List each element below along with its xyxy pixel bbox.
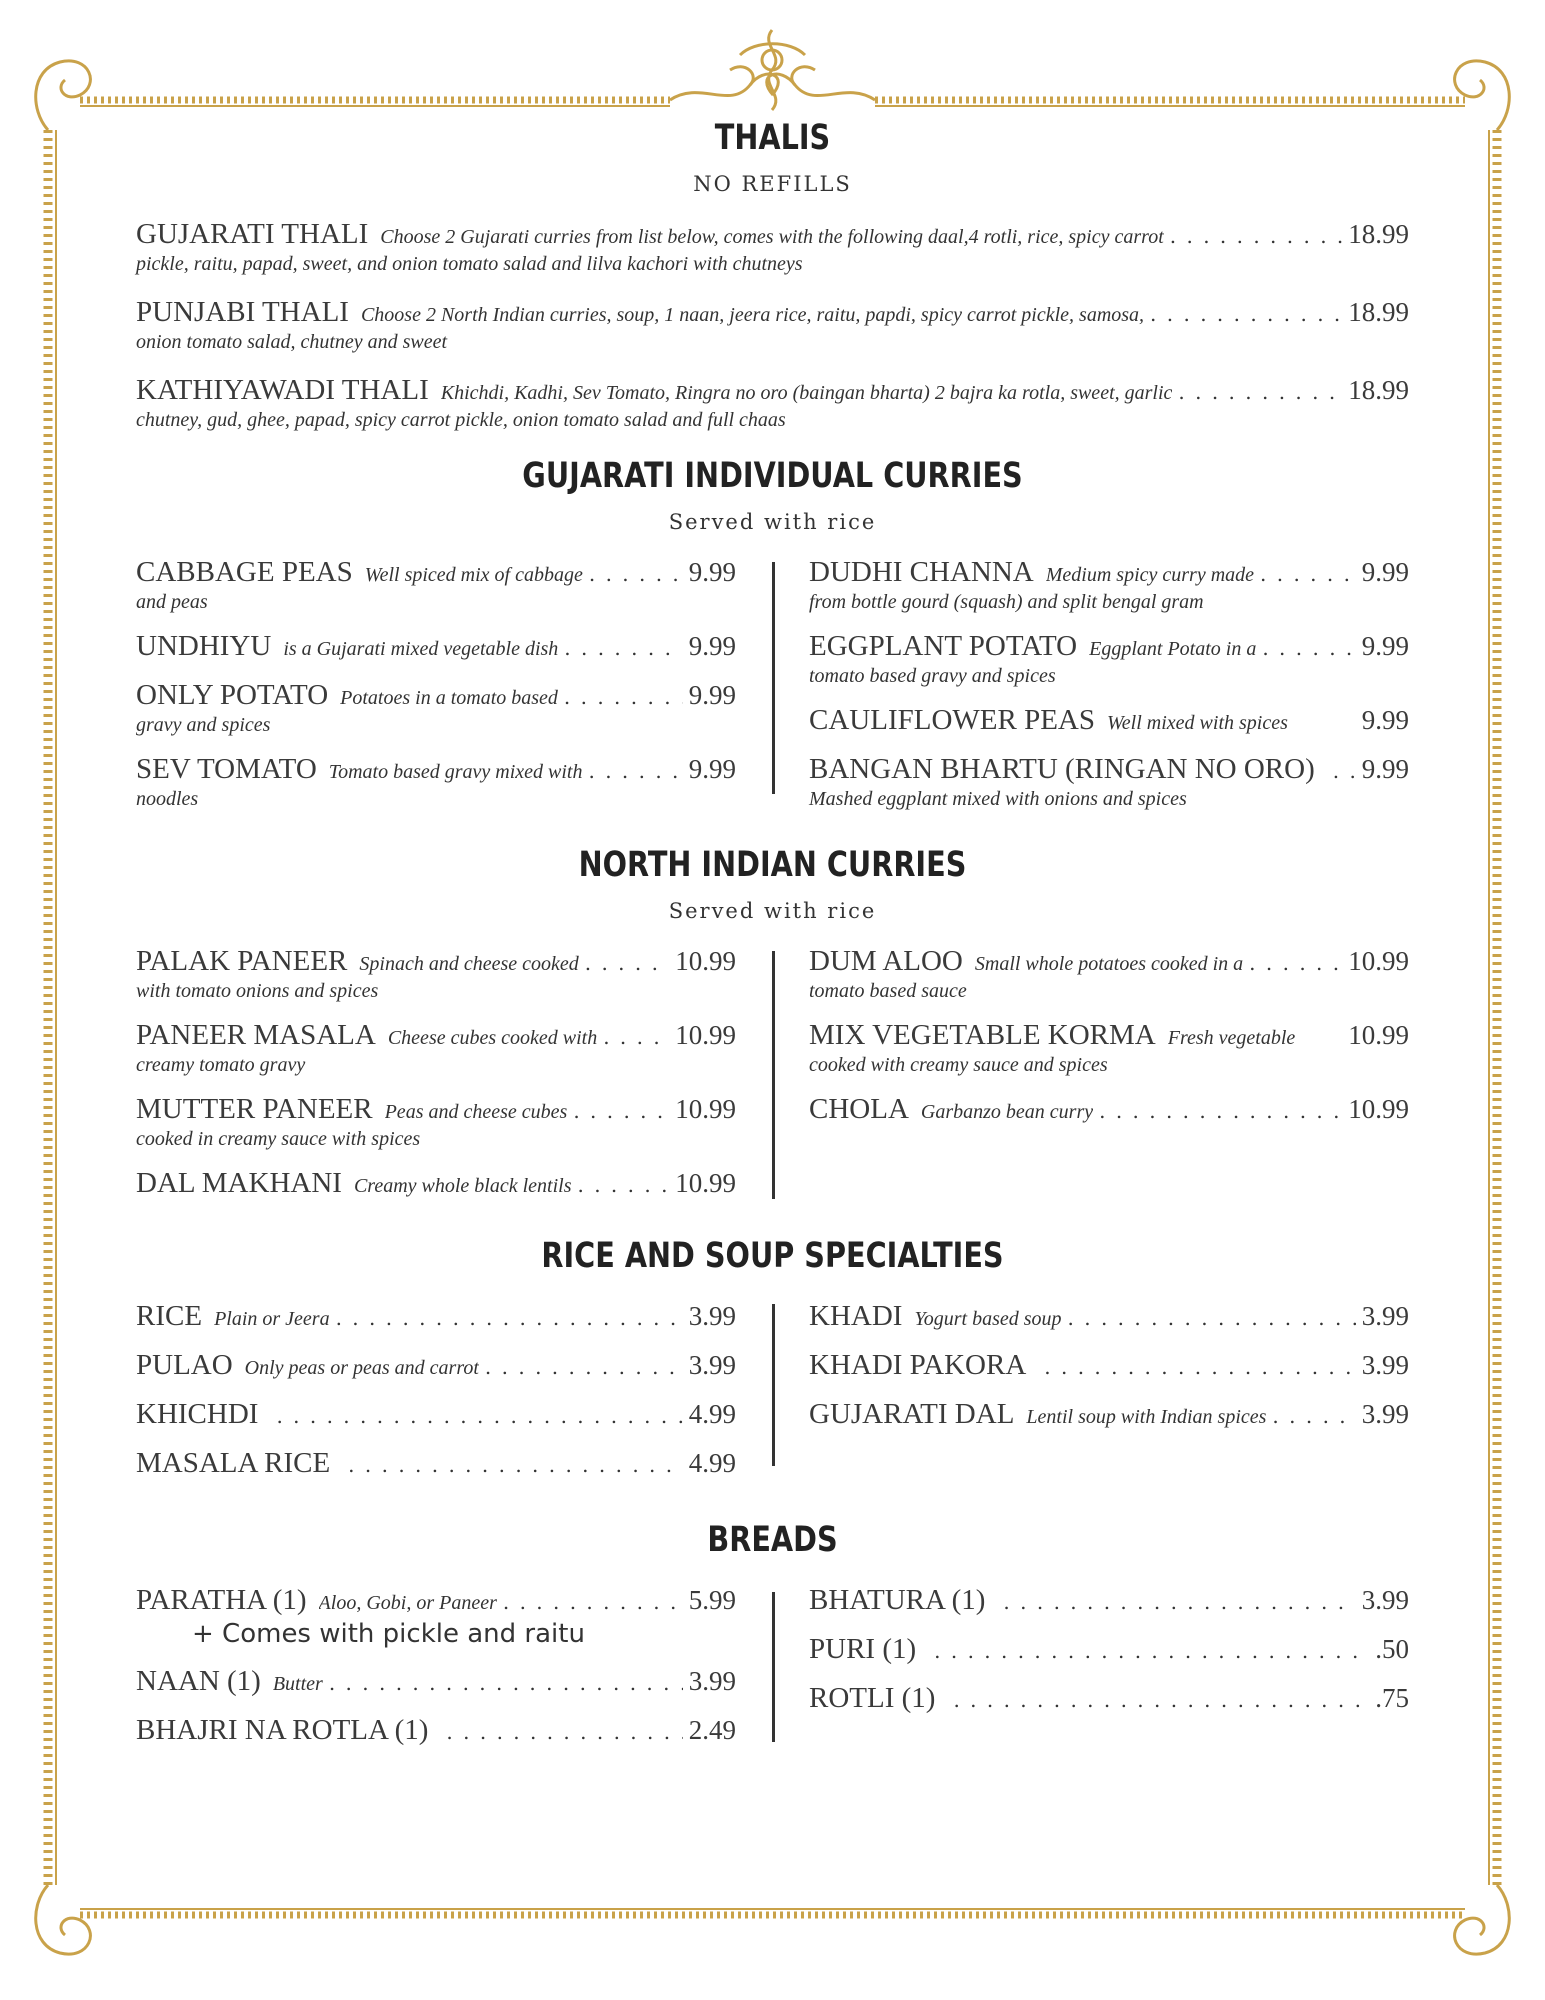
right-column — [809, 556, 1409, 827]
item-desc: Creamy whole black lentils — [353, 1175, 572, 1197]
section-subtitle: Served with rice — [668, 899, 877, 923]
item-price: 9.99 — [688, 631, 736, 661]
item-name: MASALA RICE — [136, 1447, 331, 1479]
menu-item — [136, 556, 736, 614]
item-price: 5.99 — [688, 1585, 736, 1615]
item-price: 10.99 — [675, 946, 736, 976]
column-divider — [772, 951, 775, 1199]
item-price: 10.99 — [1348, 946, 1409, 976]
item-name: UNDHIYU — [136, 630, 272, 662]
item-name: GUJARATI DAL — [809, 1398, 1015, 1430]
item-name: PURI (1) — [809, 1633, 917, 1665]
item-name: PALAK PANEER — [136, 945, 348, 977]
item-desc-cont: cooked in creamy sauce with spices — [136, 1128, 421, 1150]
menu-item — [809, 1019, 1409, 1077]
menu-item — [809, 1633, 1409, 1666]
item-desc: Well spiced mix of cabbage — [364, 564, 583, 586]
item-price: 10.99 — [675, 1020, 736, 1050]
item-price: 10.99 — [1348, 1094, 1409, 1124]
item-desc: is a Gujarati mixed vegetable dish — [283, 638, 559, 660]
item-price: 3.99 — [1361, 1301, 1409, 1331]
item-name: NAAN (1) — [136, 1665, 261, 1697]
item-desc-cont: onion tomato salad, chutney and sweet — [136, 331, 448, 353]
item-price: .50 — [1375, 1634, 1409, 1664]
item-price: 10.99 — [675, 1094, 736, 1124]
menu-item — [136, 1447, 736, 1480]
menu-item — [136, 630, 736, 663]
item-desc-cont: tomato based gravy and spices — [809, 665, 1056, 687]
menu-item — [136, 1714, 736, 1747]
menu-item — [809, 1300, 1409, 1333]
left-column — [136, 1584, 736, 1763]
item-name: DUDHI CHANNA — [809, 556, 1034, 588]
item-name: CABBAGE PEAS — [136, 556, 353, 588]
item-desc-cont: and peas — [136, 591, 208, 613]
menu-item — [809, 945, 1409, 1003]
item-name: PARATHA (1) — [136, 1584, 307, 1616]
item-desc: Aloo, Gobi, or Paneer — [318, 1592, 497, 1614]
menu-item — [136, 1584, 736, 1649]
item-name: PANEER MASALA — [136, 1019, 376, 1051]
item-desc-cont: gravy and spices — [136, 714, 271, 736]
right-column — [809, 1584, 1409, 1763]
menu-item — [136, 1349, 736, 1382]
menu-item — [809, 1584, 1409, 1617]
menu-item — [136, 218, 1409, 276]
left-column — [136, 556, 736, 827]
item-desc: Fresh vegetable — [1167, 1027, 1296, 1049]
item-desc-cont: from bottle gourd (squash) and split bengal gram — [809, 591, 1204, 613]
item-name: KHICHDI — [136, 1398, 259, 1430]
right-column — [809, 1300, 1409, 1496]
menu-item — [136, 374, 1409, 432]
item-price: 4.99 — [688, 1399, 736, 1429]
menu-item — [136, 1019, 736, 1077]
item-price: 3.99 — [688, 1301, 736, 1331]
item-desc: Only peas or peas and carrot — [244, 1357, 479, 1379]
item-name: KATHIYAWADI THALI — [136, 374, 429, 406]
item-price: 3.99 — [1361, 1399, 1409, 1429]
section-north-indian-curries — [136, 845, 1409, 1216]
item-price: 2.49 — [688, 1715, 736, 1745]
item-price: 9.99 — [688, 680, 736, 710]
item-name: ROTLI (1) — [809, 1682, 936, 1714]
menu-item — [809, 704, 1409, 737]
item-desc: Garbanzo bean curry — [920, 1101, 1094, 1123]
item-desc: Medium spicy curry made — [1045, 564, 1255, 586]
item-desc-cont: creamy tomato gravy — [136, 1054, 306, 1076]
section-breads — [136, 1520, 1409, 1763]
item-name: DUM ALOO — [809, 945, 963, 977]
item-desc: Choose 2 Gujarati curries from list below, comes with the following daal,4 rotli, rice, spicy carrot — [380, 226, 1164, 248]
menu-content — [136, 118, 1409, 1763]
column-divider — [772, 1592, 775, 1742]
item-name: RICE — [136, 1300, 203, 1332]
item-desc: Yogurt based soup — [914, 1308, 1062, 1330]
menu-item — [136, 1398, 736, 1431]
section-rice-soup — [136, 1236, 1409, 1496]
menu-item — [136, 945, 736, 1003]
menu-item — [136, 679, 736, 737]
item-desc: Peas and cheese cubes — [384, 1101, 568, 1123]
item-price: 18.99 — [1348, 375, 1409, 405]
item-desc-cont: cooked with creamy sauce and spices — [809, 1054, 1108, 1076]
item-desc-cont: with tomato onions and spices — [136, 980, 379, 1002]
menu-item — [136, 753, 736, 811]
item-price: 3.99 — [688, 1350, 736, 1380]
item-name: PULAO — [136, 1349, 233, 1381]
column-divider — [772, 562, 775, 794]
item-name: BHATURA (1) — [809, 1584, 986, 1616]
menu-item — [136, 296, 1409, 354]
item-desc-cont: Mashed eggplant mixed with onions and spices — [809, 788, 1187, 810]
item-name: PUNJABI THALI — [136, 296, 349, 328]
right-column — [809, 945, 1409, 1216]
item-price: 9.99 — [1361, 754, 1409, 784]
item-name: BANGAN BHARTU (RINGAN NO ORO) — [809, 753, 1315, 785]
item-desc-cont: pickle, raitu, papad, sweet, and onion tomato salad and lilva kachori with chutneys — [136, 253, 803, 275]
item-name: MUTTER PANEER — [136, 1093, 373, 1125]
item-extra-note: + Comes with pickle and raitu — [192, 1619, 585, 1649]
section-title: RICE AND SOUP SPECIALTIES — [541, 1236, 1004, 1276]
item-price: 10.99 — [675, 1168, 736, 1198]
item-desc-cont: tomato based sauce — [809, 980, 967, 1002]
menu-item — [809, 630, 1409, 688]
section-title: THALIS — [714, 118, 831, 158]
item-name: CHOLA — [809, 1093, 909, 1125]
section-title: GUJARATI INDIVIDUAL CURRIES — [522, 456, 1023, 496]
item-name: CAULIFLOWER PEAS — [809, 704, 1095, 736]
item-desc-cont: noodles — [136, 788, 199, 810]
section-title: BREADS — [707, 1520, 838, 1560]
item-name: GUJARATI THALI — [136, 218, 369, 250]
item-price: 9.99 — [1361, 705, 1409, 735]
item-desc: Potatoes in a tomato based — [340, 687, 558, 709]
item-price: 9.99 — [1361, 631, 1409, 661]
item-desc: Spinach and cheese cooked — [359, 953, 579, 975]
item-desc: Choose 2 North Indian curries, soup, 1 naan, jeera rice, raitu, papdi, spicy carrot pickle, samosa, — [360, 304, 1145, 326]
item-desc: Lentil soup with Indian spices — [1026, 1406, 1267, 1428]
menu-item — [136, 1167, 736, 1200]
item-desc: Well mixed with spices — [1106, 712, 1288, 734]
section-subtitle: Served with rice — [668, 510, 877, 534]
item-price: 9.99 — [1361, 557, 1409, 587]
item-name: MIX VEGETABLE KORMA — [809, 1019, 1156, 1051]
item-desc: Small whole potatoes cooked in a — [974, 953, 1244, 975]
item-price: 3.99 — [1361, 1350, 1409, 1380]
item-name: KHADI PAKORA — [809, 1349, 1027, 1381]
item-name: BHAJRI NA ROTLA (1) — [136, 1714, 429, 1746]
item-price: 4.99 — [688, 1448, 736, 1478]
left-column — [136, 1300, 736, 1496]
item-name: ONLY POTATO — [136, 679, 329, 711]
item-desc: Butter — [272, 1673, 323, 1695]
menu-item — [809, 1682, 1409, 1715]
menu-item — [809, 1398, 1409, 1431]
item-desc: Khichdi, Kadhi, Sev Tomato, Ringra no oro (baingan bharta) 2 bajra ka rotla, sweet, garlic — [440, 382, 1173, 404]
item-name: KHADI — [809, 1300, 903, 1332]
item-price: 10.99 — [1348, 1020, 1409, 1050]
item-price: 3.99 — [1361, 1585, 1409, 1615]
item-name: SEV TOMATO — [136, 753, 317, 785]
menu-item — [136, 1093, 736, 1151]
item-price: 3.99 — [688, 1666, 736, 1696]
menu-item — [809, 1349, 1409, 1382]
item-price: 18.99 — [1348, 297, 1409, 327]
item-desc: Cheese cubes cooked with — [387, 1027, 598, 1049]
menu-item — [136, 1665, 736, 1698]
menu-item — [809, 556, 1409, 614]
menu-item — [809, 753, 1409, 811]
menu-item — [809, 1093, 1409, 1126]
item-desc-cont: chutney, gud, ghee, papad, spicy carrot pickle, onion tomato salad and full chaas — [136, 409, 786, 431]
section-subtitle: NO REFILLS — [693, 172, 852, 196]
item-desc: Plain or Jeera — [214, 1308, 330, 1330]
item-desc: Eggplant Potato in a — [1089, 638, 1257, 660]
item-name: EGGPLANT POTATO — [809, 630, 1078, 662]
section-title: NORTH INDIAN CURRIES — [578, 845, 967, 885]
item-price: 18.99 — [1348, 219, 1409, 249]
item-price: 9.99 — [688, 754, 736, 784]
item-name: DAL MAKHANI — [136, 1167, 342, 1199]
item-desc: Tomato based gravy mixed with — [328, 761, 583, 783]
section-thalis — [136, 118, 1409, 432]
column-divider — [772, 1304, 775, 1466]
section-gujarati-curries — [136, 456, 1409, 827]
item-price: .75 — [1375, 1683, 1409, 1713]
left-column — [136, 945, 736, 1216]
menu-item — [136, 1300, 736, 1333]
item-price: 9.99 — [688, 557, 736, 587]
